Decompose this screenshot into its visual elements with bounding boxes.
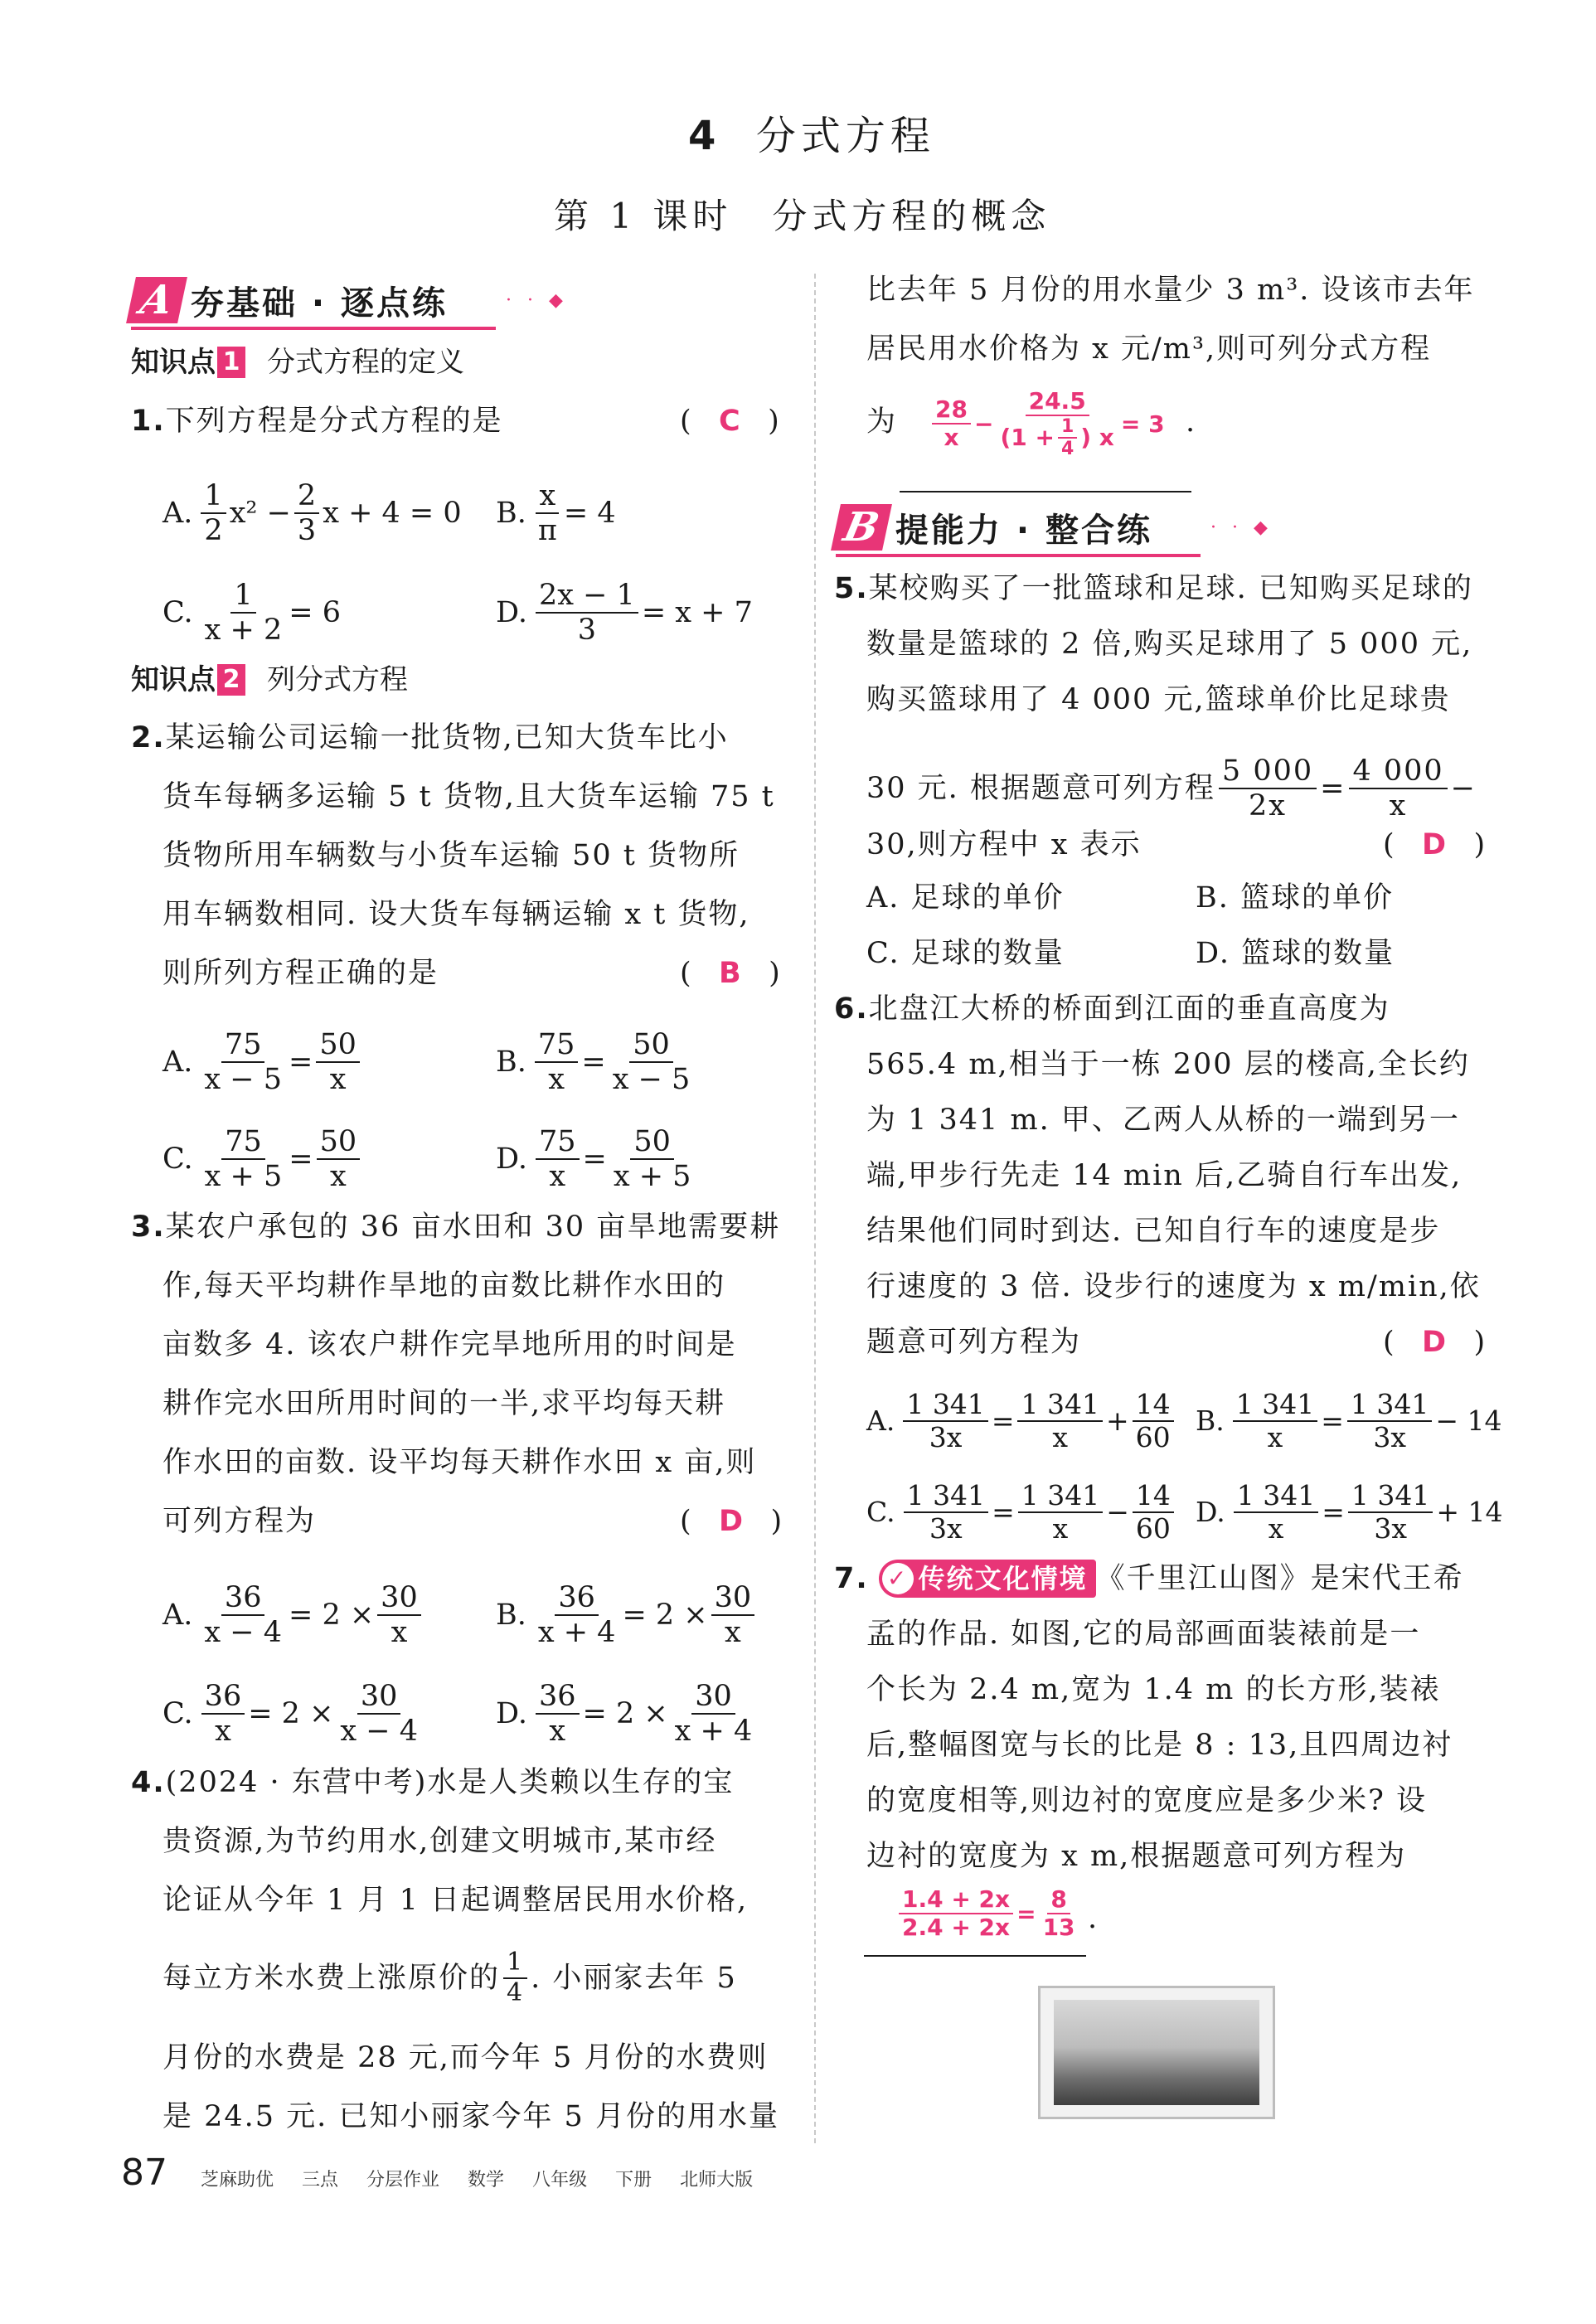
q4-answer-underline bbox=[900, 491, 1191, 492]
q2-option-a: A. $\frac{75}{x - 5}$ = $\frac{50}{x}$ bbox=[163, 1028, 363, 1097]
q2-answer: B bbox=[719, 957, 741, 990]
q7-line-1: 7. ✓ 传统文化情境 《千里江山图》是宋代王希 bbox=[834, 1559, 1464, 1599]
q7-line-4: 后,整幅图宽与长的比是 8 : 13,且四周边衬 bbox=[866, 1729, 1453, 1762]
lesson-title: 第 1 课时 分式方程的概念 bbox=[554, 196, 1051, 236]
q1-stem: 1.下列方程是分式方程的是 bbox=[131, 405, 503, 438]
q7-answer: $\frac{1.4 + 2x}{2.4 + 2x}$ = $\frac{8}{13}$ bbox=[895, 1886, 1082, 1941]
q5-line-5: 30,则方程中 x 表示 bbox=[866, 828, 1142, 861]
q7-end: . bbox=[1088, 1902, 1099, 1935]
q6-line-5: 结果他们同时到达. 已知自行车的速度是步 bbox=[866, 1215, 1441, 1248]
q4-end: . bbox=[1186, 405, 1197, 439]
q6-option-d: D. $\frac{1 341}{x}$ = $\frac{1 341}{3x}$ + 14 bbox=[1196, 1479, 1503, 1545]
q4-line-4: 每立方米水费上涨原价的 $\frac{1}{4}$ . 小丽家去年 5 bbox=[163, 1948, 737, 2007]
q5-line-2: 数量是篮球的 2 倍,购买足球用了 5 000 元, bbox=[866, 628, 1473, 661]
q3-line-1: 3.某农户承包的 36 亩水田和 30 亩旱地需要耕 bbox=[131, 1211, 781, 1244]
q4-line-2: 贵资源,为节约用水,创建文明城市,某市经 bbox=[163, 1825, 717, 1858]
q3-answer: D bbox=[719, 1505, 744, 1538]
q2-line-3: 货物所用车辆数与小货车运输 50 t 货物所 bbox=[163, 839, 740, 872]
section-a-title: 夯基础 · 逐点练 bbox=[191, 284, 449, 323]
knowledge-point-2: 知识点 2 列分式方程 bbox=[131, 663, 408, 696]
footer-series: 三点 bbox=[302, 2170, 339, 2191]
q2-option-b: B. $\frac{75}{x}$ = $\frac{50}{x - 5}$ bbox=[496, 1028, 691, 1097]
section-b-heading bbox=[836, 502, 1273, 552]
footer-grade: 八年级 bbox=[532, 2170, 588, 2191]
q5-line-4: 30 元. 根据题意可列方程 $\frac{5 000}{2x}$ = $\frac{4 000}{x}$ − bbox=[866, 754, 1477, 823]
q6-line-1: 6.北盘江大桥的桥面到江面的垂直高度为 bbox=[834, 992, 1390, 1026]
section-b-title: 提能力 · 整合练 bbox=[895, 511, 1153, 550]
culture-tag: ✓ 传统文化情境 bbox=[879, 1560, 1096, 1598]
q3-line-5: 作水田的亩数. 设平均每天耕作水田 x 亩,则 bbox=[163, 1446, 757, 1479]
q3-line-2: 作,每天平均耕作旱地的亩数比耕作水田的 bbox=[163, 1269, 726, 1303]
section-a-underline bbox=[131, 327, 496, 330]
q4-line-3: 论证从今年 1 月 1 日起调整居民用水价格, bbox=[163, 1884, 749, 1917]
chapter-title: 4 分式方程 bbox=[688, 113, 935, 159]
q4-answer: $\frac{28}{x}$ − 24.5 (1 + $\frac{1}{4}$ ) x = 3 bbox=[929, 388, 1165, 460]
q6-answer: D bbox=[1422, 1326, 1447, 1359]
section-a-badge: A bbox=[126, 277, 187, 323]
q6-option-c: C. $\frac{1 341}{3x}$ = $\frac{1 341}{x}$ − $\frac{14}{60}$ bbox=[866, 1480, 1177, 1545]
q4-line-8: 居民用水价格为 x 元/m³,则可列分式方程 bbox=[866, 332, 1432, 366]
q6-line-3: 为 1 341 m. 甲、乙两人从桥的一端到另一 bbox=[866, 1104, 1460, 1137]
q5-option-a: A. 足球的单价 bbox=[866, 881, 1065, 915]
q5-option-b: B. 篮球的单价 bbox=[1196, 881, 1394, 915]
q4-line-1: 4.(2024 · 东营中考)水是人类赖以生存的宝 bbox=[131, 1766, 735, 1799]
column-divider bbox=[814, 274, 816, 2143]
q7-line-6: 边衬的宽度为 x m,根据题意可列方程为 bbox=[866, 1840, 1407, 1873]
footer-edition: 北师大版 bbox=[680, 2170, 754, 2191]
q3-answer-bracket: ( D ) bbox=[680, 1505, 783, 1538]
q3-line-3: 亩数多 4. 该农户耕作完旱地所用的时间是 bbox=[163, 1328, 737, 1361]
footer-type: 分层作业 bbox=[366, 2170, 440, 2191]
q2-line-2: 货车每辆多运输 5 t 货物,且大货车运输 75 t bbox=[163, 780, 775, 813]
q5-answer: D bbox=[1422, 828, 1447, 861]
q3-option-b: B. $\frac{36}{x + 4}$ = 2 × $\frac{30}{x}$ bbox=[496, 1581, 758, 1650]
q3-line-4: 耕作完水田所用时间的一半,求平均每天耕 bbox=[163, 1387, 726, 1420]
q1-option-b: B. $\frac{x}{\pi}$ = 4 bbox=[496, 479, 616, 548]
page-number: 87 bbox=[121, 2152, 167, 2194]
q1-option-a: A. $\frac{1}{2}$ x² − $\frac{2}{3}$ x + 4 = 0 bbox=[163, 479, 462, 548]
q6-answer-bracket: ( D ) bbox=[1383, 1326, 1486, 1359]
q3-line-6: 可列方程为 bbox=[163, 1505, 317, 1538]
q3-option-a: A. $\frac{36}{x - 4}$ = 2 × $\frac{30}{x}$ bbox=[163, 1581, 424, 1650]
q6-option-a: A. $\frac{1 341}{3x}$ = $\frac{1 341}{x}$ + $\frac{14}{60}$ bbox=[866, 1389, 1177, 1453]
landscape-painting-image bbox=[1038, 1986, 1275, 2119]
section-b-dots: · · ◆ bbox=[1210, 517, 1273, 538]
q6-line-6: 行速度的 3 倍. 设步行的速度为 x m/min,依 bbox=[866, 1270, 1481, 1303]
q5-option-d: D. 篮球的数量 bbox=[1196, 937, 1395, 970]
q4-line-9: 为 bbox=[866, 405, 898, 439]
q7-line-2: 孟的作品. 如图,它的局部画面装裱前是一 bbox=[866, 1618, 1421, 1651]
q2-option-c: C. $\frac{75}{x + 5}$ = $\frac{50}{x}$ bbox=[163, 1125, 363, 1194]
q6-line-2: 565.4 m,相当于一栋 200 层的楼高,全长约 bbox=[866, 1048, 1470, 1081]
section-a-dots: · · ◆ bbox=[506, 289, 568, 311]
q4-line-7: 比去年 5 月份的用水量少 3 m³. 设该市去年 bbox=[866, 274, 1475, 307]
footer-volume: 下册 bbox=[615, 2170, 652, 2191]
painting-mountains bbox=[1054, 2000, 1259, 2105]
q4-line-5: 月份的水费是 28 元,而今年 5 月份的水费则 bbox=[163, 2041, 769, 2074]
section-b-badge: B bbox=[831, 504, 892, 551]
footer-brand: 芝麻助优 bbox=[201, 2170, 274, 2191]
q2-option-d: D. $\frac{75}{x}$ = $\frac{50}{x + 5}$ bbox=[496, 1125, 691, 1194]
q1-answer-bracket: ( C ) bbox=[680, 405, 779, 438]
q5-answer-bracket: ( D ) bbox=[1383, 828, 1486, 861]
q2-line-4: 用车辆数相同. 设大货车每辆运输 x t 货物, bbox=[163, 898, 750, 931]
q7-line-3: 个长为 2.4 m,宽为 1.4 m 的长方形,装裱 bbox=[866, 1673, 1441, 1706]
q1-option-c: C. $\frac{1}{x + 2}$ = 6 bbox=[163, 579, 341, 648]
q2-answer-bracket: ( B ) bbox=[680, 957, 780, 990]
check-icon: ✓ bbox=[882, 1563, 914, 1594]
q3-option-d: D. $\frac{36}{x}$ = 2 × $\frac{30}{x + 4}$ bbox=[496, 1680, 753, 1749]
q5-line-3: 购买篮球用了 4 000 元,篮球单价比足球贵 bbox=[866, 683, 1451, 716]
q1-option-d: D. $\frac{2x - 1}{3}$ = x + 7 bbox=[496, 579, 753, 648]
q3-option-c: C. $\frac{36}{x}$ = 2 × $\frac{30}{x - 4}$ bbox=[163, 1680, 418, 1749]
footer-subject: 数学 bbox=[468, 2170, 505, 2191]
footer bbox=[121, 2153, 781, 2193]
knowledge-point-1: 知识点 1 分式方程的定义 bbox=[131, 346, 464, 379]
q2-line-1: 2.某运输公司运输一批货物,已知大货车比小 bbox=[131, 721, 729, 754]
q5-option-c: C. 足球的数量 bbox=[866, 937, 1065, 970]
section-b-underline bbox=[836, 554, 1201, 557]
q7-answer-underline bbox=[864, 1955, 1086, 1957]
q1-answer: C bbox=[719, 405, 740, 438]
q6-line-4: 端,甲步行先走 14 min 后,乙骑自行车出发, bbox=[866, 1159, 1463, 1192]
q7-line-5: 的宽度相等,则边衬的宽度应是多少米? 设 bbox=[866, 1784, 1428, 1817]
q5-line-1: 5.某校购买了一批篮球和足球. 已知购买足球的 bbox=[834, 572, 1473, 605]
q2-line-5: 则所列方程正确的是 bbox=[163, 957, 439, 990]
q6-option-b: B. $\frac{1 341}{x}$ = $\frac{1 341}{3x}$ − 14 bbox=[1196, 1388, 1502, 1453]
section-a-heading bbox=[131, 275, 568, 325]
q6-line-7: 题意可列方程为 bbox=[866, 1326, 1082, 1359]
q4-line-6: 是 24.5 元. 已知小丽家今年 5 月份的用水量 bbox=[163, 2100, 779, 2133]
